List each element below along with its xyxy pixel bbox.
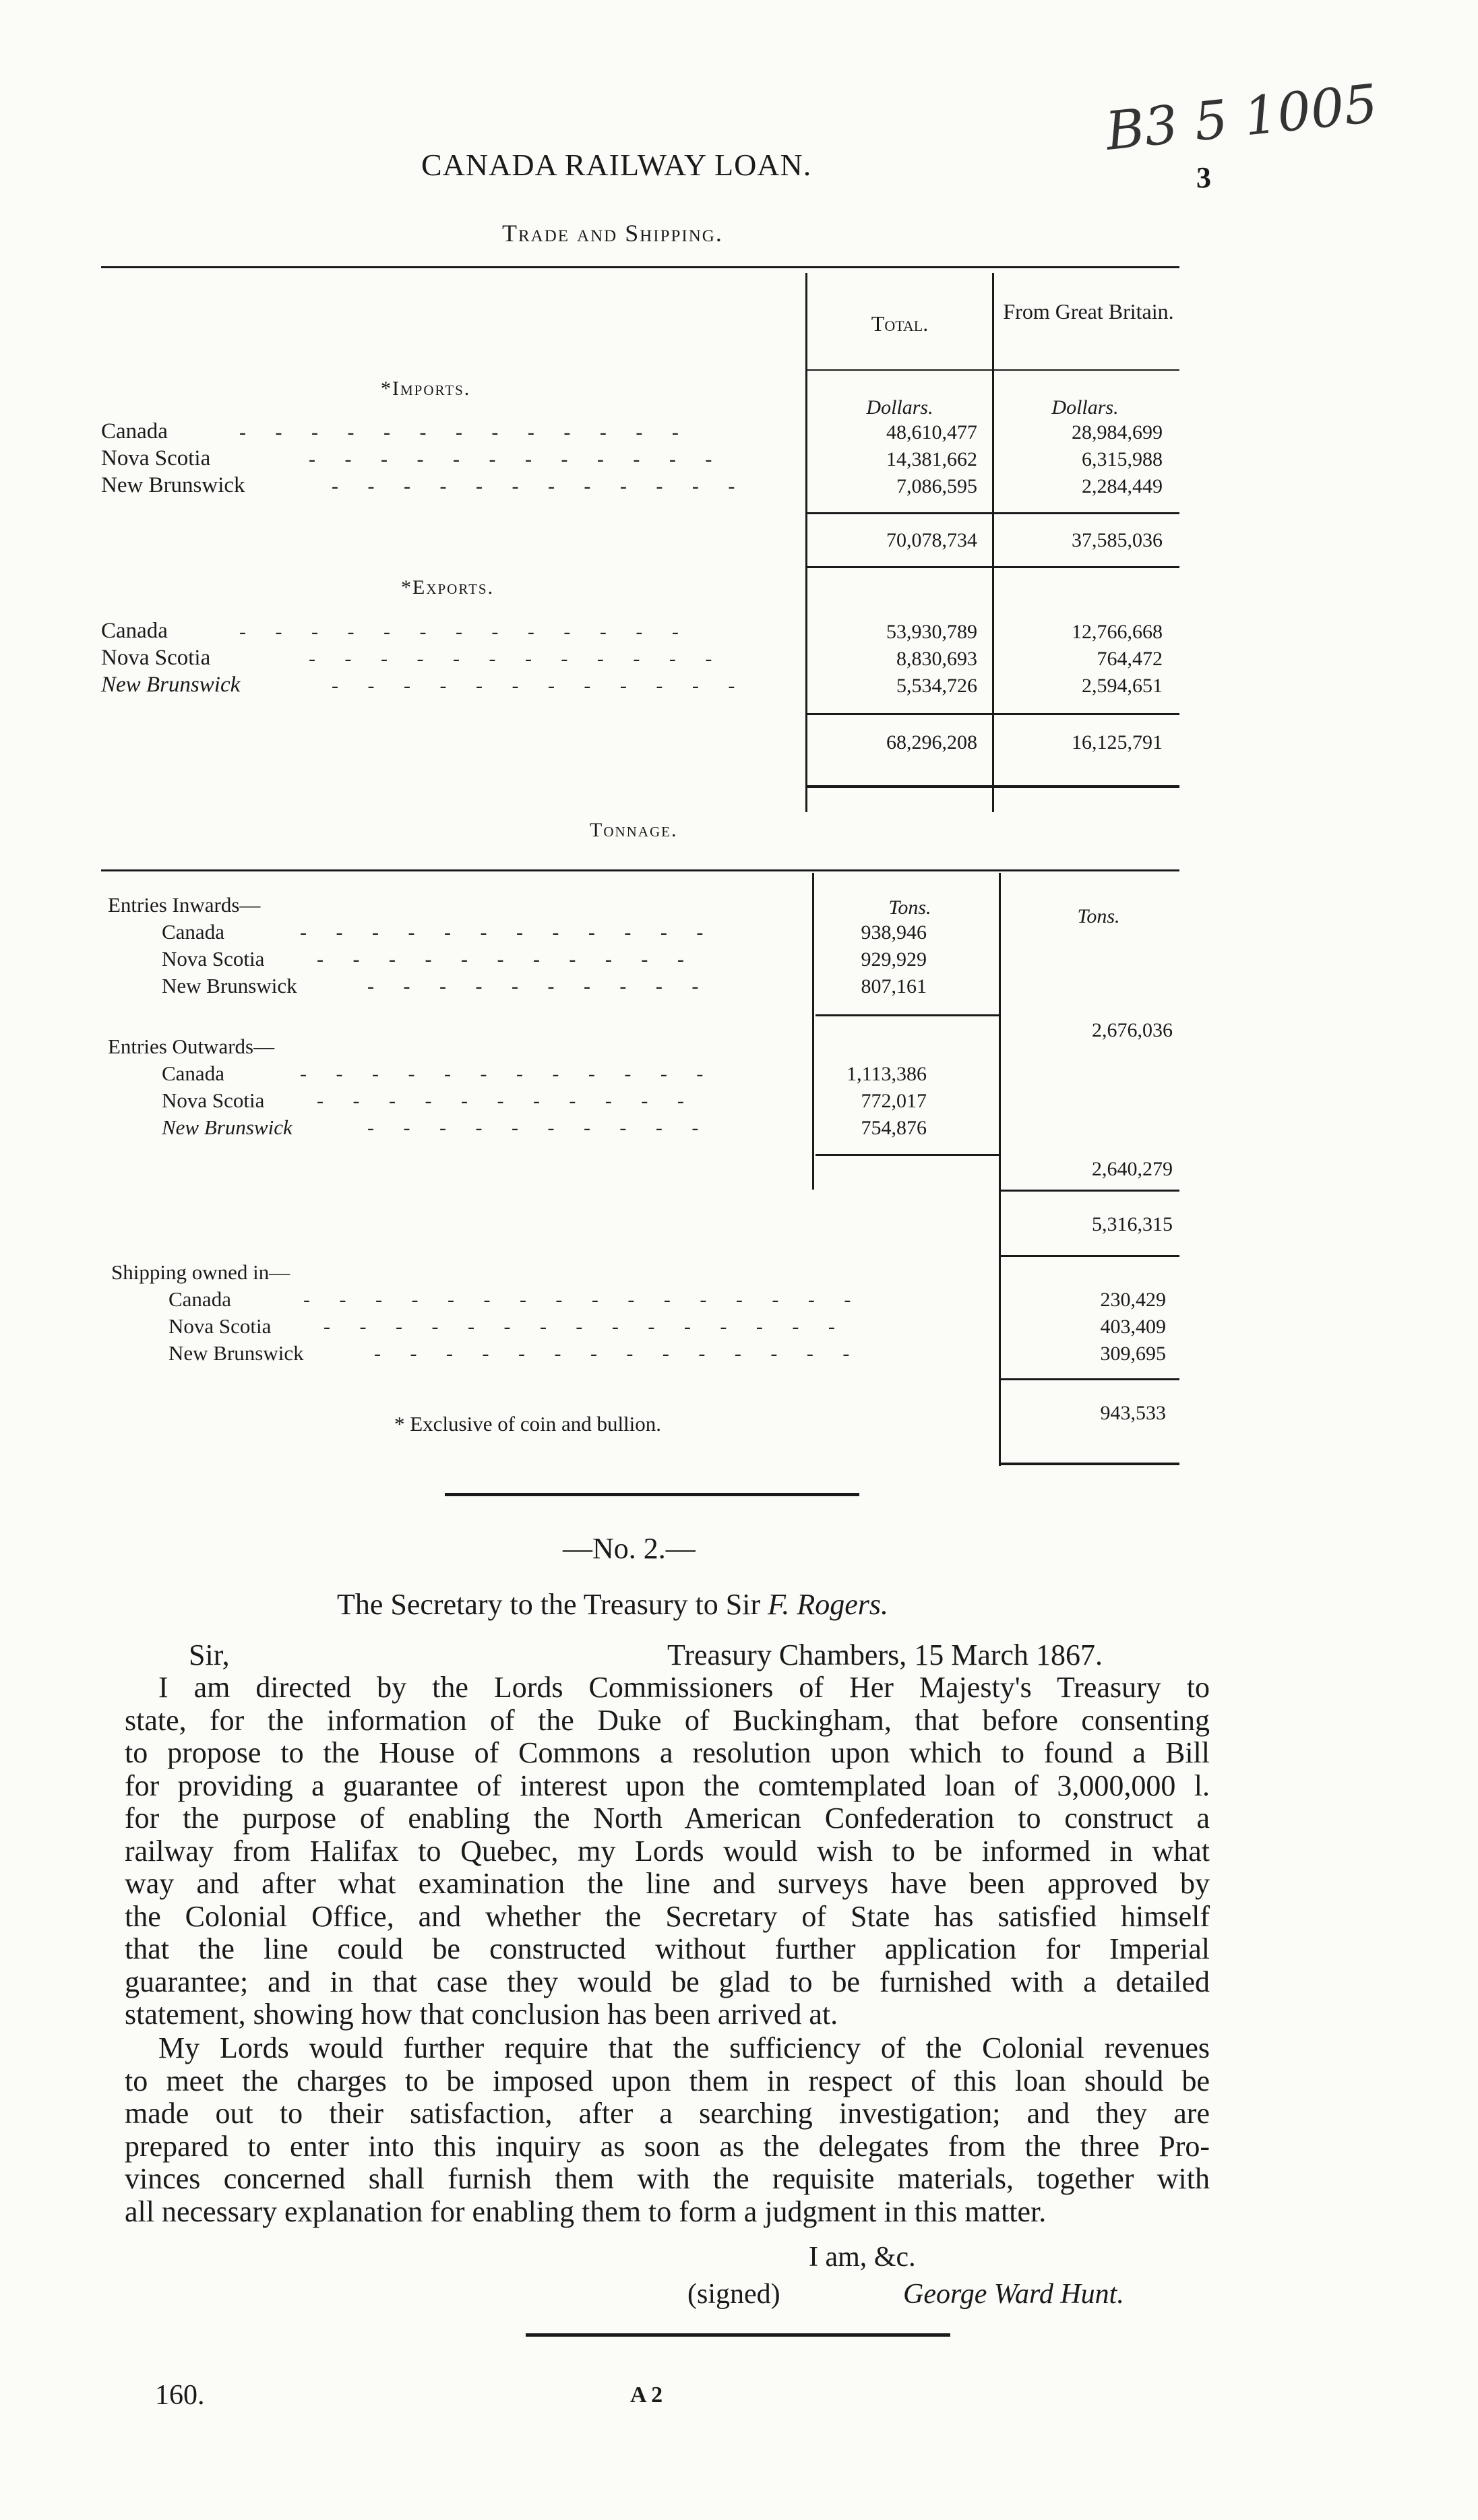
text-line: railway from Halifax to Quebec, my Lords would wish to be informed in what (125, 1834, 1210, 1868)
imports-total: 70,078,734 (886, 529, 977, 551)
footer-left: 160. (155, 2380, 205, 2411)
shipping-total: 943,533 (1100, 1402, 1166, 1424)
outwards-heading: Entries Outwards— (108, 1035, 275, 1058)
imports-total-gb: 37,585,036 (1072, 529, 1163, 551)
tonnage-heading: Tonnage. (590, 819, 678, 841)
list-item: New Brunswick (101, 473, 245, 497)
inwards-sum-rule (815, 1014, 999, 1016)
table-cell: 929,929 (861, 948, 927, 971)
table-cell: 53,930,789 (886, 621, 977, 643)
closing: I am, &c. (809, 2242, 916, 2273)
footer-signature-mark: A 2 (630, 2383, 663, 2407)
text-line: state, for the information of the Duke of Buckingham, that before consenting (125, 1703, 1210, 1737)
tonnage-column-rule-1 (812, 873, 814, 1190)
list-item: Canada (101, 419, 168, 443)
letter-paragraph-1 (125, 1671, 1210, 2031)
leader-dots: - - - - - - - - - - - - - (239, 621, 691, 643)
imports-unit-gb: Dollars. (1051, 396, 1119, 419)
table-cell: 938,946 (861, 921, 927, 944)
salutation: Sir, (189, 1638, 230, 1671)
text-line: for providing a guarantee of interest upon the comtemplated loan of 3,000,000 l. (125, 1769, 1210, 1802)
tonnage-unit-2: Tons. (1077, 905, 1120, 927)
leader-dots: - - - - - - - - - - - - - - - (324, 1316, 847, 1338)
table-cell: 5,534,726 (896, 675, 977, 697)
text-line: statement, showing how that conclusion has been arrived at. (125, 1998, 838, 2031)
leader-dots: - - - - - - - - - - - - - (239, 421, 691, 443)
imports-end-rule (805, 566, 1179, 568)
list-item: Nova Scotia (101, 446, 211, 470)
inwards-total: 2,676,036 (1092, 1019, 1173, 1041)
text-line: the Colonial Office, and whether the Secretary of State has satisfied himself (125, 1899, 1210, 1933)
letter-heading: The Secretary to the Treasury to Sir F. Rogers. (337, 1588, 888, 1621)
list-item: Canada (101, 619, 168, 643)
tonnage-bottom-rule (1001, 1463, 1179, 1465)
leader-dots: - - - - - - - - - - - - (332, 475, 747, 497)
list-item: New Brunswick (162, 974, 297, 997)
shipping-heading: Shipping owned in— (111, 1260, 290, 1284)
leader-dots: - - - - - - - - - - - - - - - - (303, 1289, 863, 1311)
leader-dots: - - - - - - - - - - - (317, 1090, 696, 1112)
table-cell: 764,472 (1097, 648, 1163, 670)
list-item: Nova Scotia (162, 947, 265, 971)
inwards-heading: Entries Inwards— (108, 893, 261, 917)
section-separator (445, 1493, 859, 1496)
text-line: all necessary explanation for enabling them to form a judgment in this matter. (125, 2194, 1047, 2228)
leader-dots: - - - - - - - - - - - - (309, 648, 725, 670)
column-header-total: Total. (871, 311, 929, 336)
leader-dots: - - - - - - - - - - (367, 1117, 711, 1139)
table-cell: 2,594,651 (1082, 675, 1163, 697)
signature: George Ward Hunt. (903, 2279, 1124, 2310)
table-cell: 403,409 (1100, 1316, 1166, 1338)
table-cell: 12,766,668 (1072, 621, 1163, 643)
imports-sum-rule (805, 512, 1179, 514)
list-item: New Brunswick (101, 673, 241, 697)
table-cell: 807,161 (861, 975, 927, 997)
leader-dots: - - - - - - - - - - - - (309, 448, 725, 470)
text-line: for the purpose of enabling the North American Confederation to construct a (125, 1802, 1210, 1835)
text-line: that the line could be constructed without further application for Imperial (125, 1932, 1210, 1965)
imports-unit-total: Dollars. (866, 396, 933, 419)
list-item: Nova Scotia (162, 1088, 265, 1112)
text-line: prepared to enter into this inquiry as soon as the delegates from the three Pro- (125, 2129, 1210, 2163)
table-cell: 8,830,693 (896, 648, 977, 670)
closing-rule (526, 2333, 950, 2337)
list-item: Canada (162, 1062, 224, 1085)
text-line: vinces concerned shall furnish them with the requisite materials, together with (125, 2162, 1210, 2195)
leader-dots: - - - - - - - - - - - - - - (374, 1343, 862, 1365)
column-header-from-great-britain: From Great Britain. (1003, 299, 1174, 324)
table-cell: 230,429 (1100, 1289, 1166, 1311)
imports-heading: *Imports. (381, 377, 471, 400)
grand-total-rule (1001, 1190, 1179, 1192)
list-item: Nova Scotia (101, 646, 211, 670)
table-cell: 754,876 (861, 1117, 927, 1139)
outwards-total: 2,640,279 (1092, 1158, 1173, 1180)
letter-number: —No. 2.— (563, 1532, 696, 1565)
text-line: to propose to the House of Commons a resolution upon which to found a Bill (125, 1736, 1210, 1769)
tonnage-unit-1: Tons. (888, 896, 931, 919)
table-cell: 6,315,988 (1082, 448, 1163, 470)
table-cell: 2,284,449 (1082, 475, 1163, 497)
footnote: * Exclusive of coin and bullion. (394, 1412, 662, 1436)
header-rule (805, 369, 1179, 371)
place-date: Treasury Chambers, 15 March 1867. (667, 1638, 1103, 1671)
text-line: made out to their satisfaction, after a searching investigation; and they are (125, 2097, 1210, 2130)
signed-label: (signed) (687, 2279, 780, 2310)
text-line: I am directed by the Lords Commissioners of Her Majesty's Treasury to (158, 1671, 1210, 1704)
exports-sum-rule (805, 713, 1179, 715)
outwards-sum-rule (815, 1154, 999, 1156)
table-cell: 48,610,477 (886, 421, 977, 443)
list-item: Nova Scotia (168, 1314, 272, 1338)
list-item: New Brunswick (168, 1341, 304, 1365)
table-cell: 14,381,662 (886, 448, 977, 470)
leader-dots: - - - - - - - - - - - - (300, 1063, 716, 1085)
leader-dots: - - - - - - - - - - - (317, 948, 696, 971)
text-line: to meet the charges to be imposed upon them in respect of this loan should be (125, 2064, 1210, 2097)
table-top-rule (101, 266, 1179, 268)
exports-total-gb: 16,125,791 (1072, 731, 1163, 754)
leader-dots: - - - - - - - - - - - - (332, 675, 747, 697)
list-item: Canada (162, 920, 224, 944)
section-subtitle: Trade and Shipping. (502, 220, 723, 247)
leader-dots: - - - - - - - - - - (367, 975, 711, 997)
text-line: guarantee; and in that case they would be glad to be furnished with a detailed (125, 1965, 1210, 1998)
trade-table-bottom-rule (805, 785, 1179, 788)
exports-total: 68,296,208 (886, 731, 977, 754)
exports-heading: *Exports. (401, 576, 495, 598)
table-cell: 1,113,386 (846, 1063, 927, 1085)
page-title: CANADA RAILWAY LOAN. (421, 148, 812, 182)
archive-handwritten-note: B3 5 1005 (1103, 73, 1381, 162)
list-item: Canada (168, 1287, 231, 1311)
tonnage-top-rule (101, 869, 1179, 871)
list-item: New Brunswick (162, 1115, 292, 1139)
text-line: My Lords would further require that the sufficiency of the Colonial revenues (158, 2031, 1210, 2064)
grand-total-end-rule (1001, 1255, 1179, 1257)
grand-total: 5,316,315 (1092, 1213, 1173, 1235)
table-cell: 309,695 (1100, 1343, 1166, 1365)
page-number: 3 (1196, 161, 1211, 194)
shipping-sum-rule (1001, 1378, 1179, 1380)
text-line: way and after what examination the line and surveys have been approved by (125, 1867, 1210, 1900)
letter-paragraph-2 (125, 2032, 1210, 2228)
table-cell: 7,086,595 (896, 475, 977, 497)
leader-dots: - - - - - - - - - - - - (300, 921, 716, 944)
table-cell: 28,984,699 (1072, 421, 1163, 443)
table-cell: 772,017 (861, 1090, 927, 1112)
